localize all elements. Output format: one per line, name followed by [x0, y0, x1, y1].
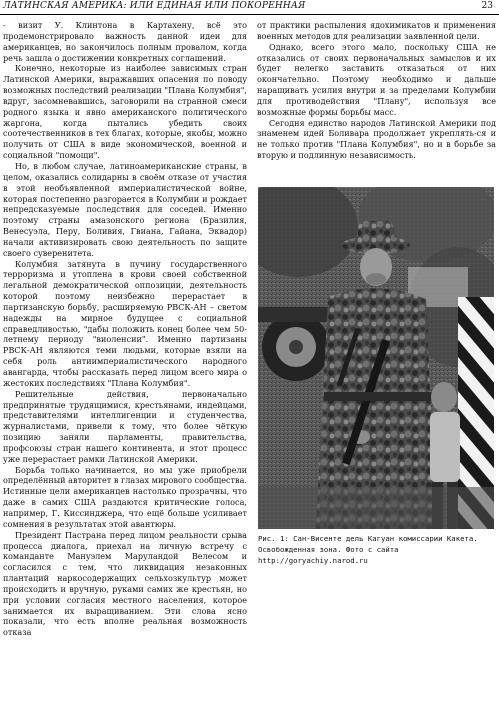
paragraph: Но, в любом случае, латиноамериканские страны, в целом, оказались солидарны в своём отказе от участия в этой необъявленной империалистической войне, которая постепенно разгорается в Колумбии и рождает непредсказуемые последствия для соседей. Именно поэтому страны амазонского региона (Бразилия, Венесуэла, Перу, Боливия, Гвиана, Гайана, Эквадор) начали активизировать свою деятельность по защите своего суверенитета.: [3, 160, 247, 258]
photo-soldier-illustration: [258, 187, 494, 529]
paragraph: Борьба только начинается, но мы уже приобрели определённый авторитет в глазах мирового сообщества. Истинные цели американцев настолько прозрачны, что даже в самих США раздаются критические голоса, например, Г. Киссинджера, что ещё больше усиливает сомнения в результатах этой авантюры.: [3, 464, 247, 529]
paragraph: Однако, всего этого мало, поскольку США не отказались от своих первоначальных замыслов и их будет нелегко заставить отказаться от них окончательно. Поэтому необходимо и дальше наращивать усилия внутри и за пределами Колумбии для противодействия "Плану", используя все возможные формы борьбы масс.: [257, 41, 496, 117]
paragraph: Колумбия затянута в пучину государственного терроризма и утоплена в крови своей собственной легальной демократической оппозиции, деятельность которой поэтому неизбежно перерастает в партизанскую борьбу, расширяемую РВСК-АН – светом надежды на мирное будущее с социальной справедливостью, "дабы положить конец более чем 50-летнему периоду "виоленсии". Именно партизаны РВСК-АН являются теми людьми, которые взяли на себя роль антиимпериалистического народного авангарда, чтобы рассказать перед лицом всего мира о жестоких последствиях "Плана Колумбия".: [3, 258, 247, 388]
left-column: [3, 20, 247, 717]
running-title: ЛАТИНСКАЯ АМЕРИКА: ИЛИ ЕДИНАЯ ИЛИ ПОКОРЕННАЯ: [3, 1, 306, 11]
figure-caption: Рис. 1: Сан-Висенте дель Кагуан комиссарии Какета. Освобожденная зона. Фото с сайта http://goryachiy.narod.ru: [258, 534, 478, 565]
paragraph: Конечно, некоторые из наиболее зависимых стран Латинской Америки, выражавших опасения по поводу возможных последствий реализации "Плана Колумбия", вдруг, засомневавшись, заговорили на странной смеси родного языка и явно американского политического жаргона, когда пытались убедить своих соотечественников в тех благах, которые, якобы, можно получить от США в виде экономической, военной и социальной "помощи".: [3, 63, 247, 161]
paragraph: от практики распыления ядохимикатов и применения военных методов для реализации заявленной цели.: [257, 20, 496, 41]
paragraph: Сегодня единство народов Латинской Америки под знаменем идей Боливара продолжает укреплять-ся и не только против "Плана Колумбия", но и в борьбе за вторую и подлинную независимость.: [257, 117, 496, 161]
paragraph: - визит У. Клинтона в Картахену, всё это продемонстрировало важность данной идеи для американцев, но закончилось полным провалом, когда речь зашла о достижении конкретных соглашений.: [3, 20, 247, 63]
right-column: [257, 20, 496, 161]
paragraph: Президент Пастрана перед лицом реальности срыва процесса диалога, приехал на личную встречу с команданте Мануэлем Маруландой Велесом и согласился с тем, что ликвидация незаконных плантаций наркосодержащих сельхозкультур может происходить и вручную, руками самих же крестьян, но при условии согласия местного населения, которое занимается их выращиванием. Эти слова ясно показали, что есть вполне реальная возможность отказа: [3, 529, 247, 638]
page-header: [0, 0, 499, 15]
paragraph: Решительные действия, первоначально предпринятые трудящимися, крестьянами, индейцами, представителями интеллигенции и студенчества, журналистами, привели к тому, что более чёткую позицию заняли парламенты, правительства, профсоюзы стран нашего континента, и этот процесс уже перерастает рамки Латинской Америки.: [3, 388, 247, 464]
figure-photo: [258, 187, 494, 529]
page-number: 23: [481, 1, 493, 11]
